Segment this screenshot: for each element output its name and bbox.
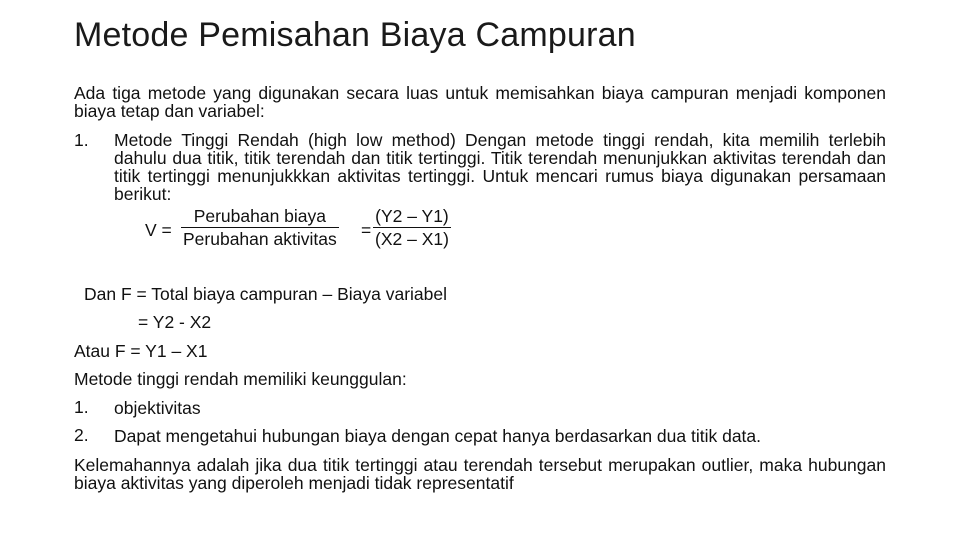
fraction-1-denominator: Perubahan aktivitas xyxy=(183,229,337,249)
intro-paragraph: Ada tiga metode yang digunakan secara luas untuk memisahkan biaya campuran menjadi komponen biaya tetap dan variabel: xyxy=(74,83,886,121)
advantage-2-text: Dapat mengetahui hubungan biaya dengan cepat hanya berdasarkan dua titik data. xyxy=(114,426,762,446)
method-1-text: Metode Tinggi Rendah (high low method) Dengan metode tinggi rendah, kita memilih terlebih dahulu dua titik, titik terendah dan titik tertinggi. Titik terendah menunjukkan aktivitas terendah dan titik tertinggi menunjukkkan aktivitas tertinggi. Untuk mencari rumus biaya digunakan persamaan berikut: xyxy=(114,130,886,204)
fixed-cost-line-1: Dan F = Total biaya campuran – Biaya variabel xyxy=(84,284,448,304)
formula-fraction-1 xyxy=(181,207,339,248)
fraction-2-numerator: (Y2 – Y1) xyxy=(375,206,449,226)
variable-cost-formula xyxy=(145,207,475,253)
advantage-1-number: 1. xyxy=(74,397,89,417)
weakness-paragraph: Kelemahannya adalah jika dua titik tertinggi atau terendah tersebut merupakan outlier, maka hubungan biaya aktivitas yang diperoleh menjadi tidak representatif xyxy=(74,455,886,493)
slide-title: Metode Pemisahan Biaya Campuran xyxy=(74,16,636,54)
fraction-1-numerator: Perubahan biaya xyxy=(193,206,327,226)
advantage-2-number: 2. xyxy=(74,425,89,445)
formula-equals: = xyxy=(361,220,372,240)
advantages-heading: Metode tinggi rendah memiliki keunggulan: xyxy=(74,369,407,389)
fixed-cost-line-2: = Y2 - X2 xyxy=(138,312,212,332)
advantage-1-text: objektivitas xyxy=(114,398,201,418)
method-1-number: 1. xyxy=(74,130,89,150)
formula-lhs: V = xyxy=(145,220,172,240)
fraction-2-denominator: (X2 – X1) xyxy=(375,229,449,249)
formula-fraction-2 xyxy=(373,207,451,248)
fixed-cost-line-3: Atau F = Y1 – X1 xyxy=(74,341,208,361)
